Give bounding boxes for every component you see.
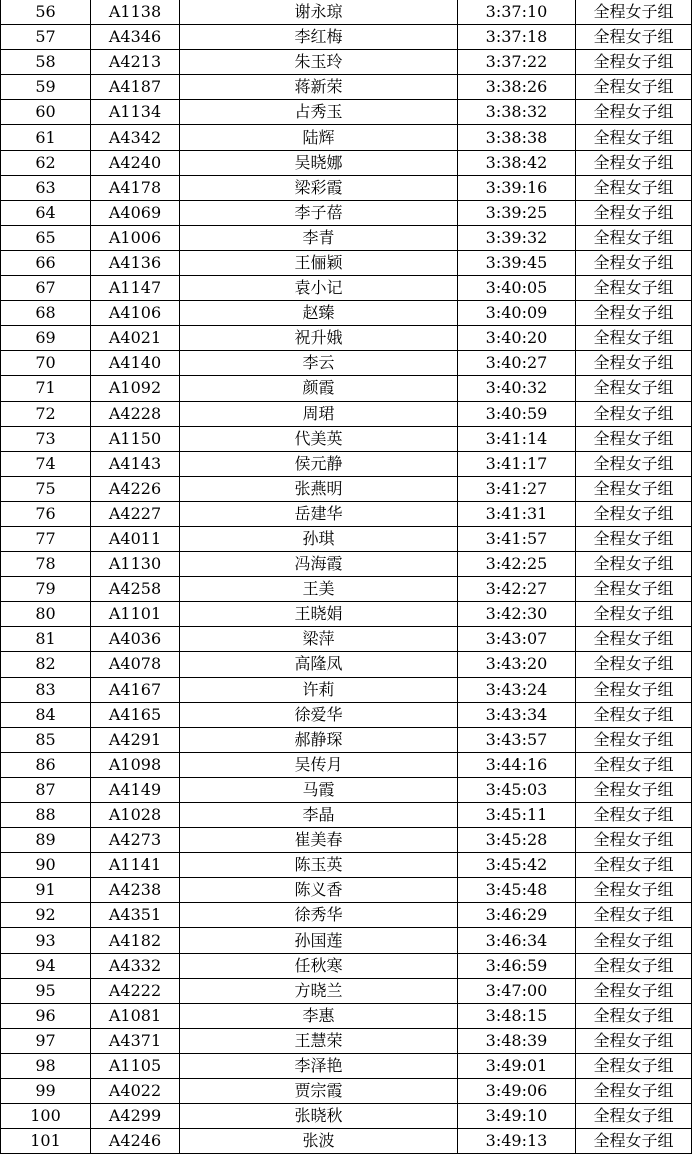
bib-number-cell: A1092 <box>91 376 180 401</box>
table-row <box>1 426 692 451</box>
bib-number-cell: A4022 <box>91 1079 180 1104</box>
runner-name-cell: 李惠 <box>180 1003 458 1028</box>
finish-time-cell: 3:39:32 <box>458 225 576 250</box>
group-cell: 全程女子组 <box>576 602 692 627</box>
finish-time-cell: 3:37:22 <box>458 50 576 75</box>
group-cell: 全程女子组 <box>576 351 692 376</box>
runner-name-cell: 高隆凤 <box>180 652 458 677</box>
finish-time-cell: 3:45:48 <box>458 878 576 903</box>
bib-number-cell: A4069 <box>91 200 180 225</box>
group-cell: 全程女子组 <box>576 301 692 326</box>
runner-name-cell: 占秀玉 <box>180 100 458 125</box>
group-cell: 全程女子组 <box>576 803 692 828</box>
finish-time-cell: 3:38:42 <box>458 150 576 175</box>
runner-name-cell: 王俪颖 <box>180 250 458 275</box>
finish-time-cell: 3:40:27 <box>458 351 576 376</box>
rank-cell: 68 <box>1 301 91 326</box>
table-row <box>1 878 692 903</box>
table-row <box>1 577 692 602</box>
runner-name-cell: 李泽艳 <box>180 1053 458 1078</box>
rank-cell: 96 <box>1 1003 91 1028</box>
group-cell: 全程女子组 <box>576 928 692 953</box>
group-cell: 全程女子组 <box>576 1129 692 1154</box>
runner-name-cell: 崔美春 <box>180 828 458 853</box>
table-row <box>1 476 692 501</box>
table-row <box>1 602 692 627</box>
runner-name-cell: 朱玉玲 <box>180 50 458 75</box>
finish-time-cell: 3:48:39 <box>458 1028 576 1053</box>
group-cell: 全程女子组 <box>576 1003 692 1028</box>
runner-name-cell: 梁萍 <box>180 627 458 652</box>
group-cell: 全程女子组 <box>576 50 692 75</box>
finish-time-cell: 3:37:18 <box>458 25 576 50</box>
runner-name-cell: 李红梅 <box>180 25 458 50</box>
finish-time-cell: 3:46:29 <box>458 903 576 928</box>
group-cell: 全程女子组 <box>576 627 692 652</box>
table-row <box>1 250 692 275</box>
rank-cell: 79 <box>1 577 91 602</box>
bib-number-cell: A4143 <box>91 451 180 476</box>
finish-time-cell: 3:40:32 <box>458 376 576 401</box>
finish-time-cell: 3:41:14 <box>458 426 576 451</box>
group-cell: 全程女子组 <box>576 1028 692 1053</box>
runner-name-cell: 祝升娥 <box>180 326 458 351</box>
table-row <box>1 727 692 752</box>
bib-number-cell: A4011 <box>91 526 180 551</box>
table-row <box>1 175 692 200</box>
table-row <box>1 552 692 577</box>
finish-time-cell: 3:44:16 <box>458 752 576 777</box>
bib-number-cell: A4238 <box>91 878 180 903</box>
bib-number-cell: A4182 <box>91 928 180 953</box>
runner-name-cell: 马霞 <box>180 777 458 802</box>
runner-name-cell: 郝静琛 <box>180 727 458 752</box>
finish-time-cell: 3:40:20 <box>458 326 576 351</box>
table-row <box>1 1003 692 1028</box>
rank-cell: 63 <box>1 175 91 200</box>
group-cell: 全程女子组 <box>576 1079 692 1104</box>
table-row <box>1 451 692 476</box>
finish-time-cell: 3:45:11 <box>458 803 576 828</box>
bib-number-cell: A4299 <box>91 1104 180 1129</box>
table-row <box>1 777 692 802</box>
bib-number-cell: A4258 <box>91 577 180 602</box>
bib-number-cell: A4332 <box>91 953 180 978</box>
bib-number-cell: A4226 <box>91 476 180 501</box>
finish-time-cell: 3:45:28 <box>458 828 576 853</box>
bib-number-cell: A1081 <box>91 1003 180 1028</box>
bib-number-cell: A4291 <box>91 727 180 752</box>
bib-number-cell: A4371 <box>91 1028 180 1053</box>
table-row <box>1 50 692 75</box>
runner-name-cell: 蒋新荣 <box>180 75 458 100</box>
group-cell: 全程女子组 <box>576 552 692 577</box>
runner-name-cell: 周珺 <box>180 401 458 426</box>
rank-cell: 88 <box>1 803 91 828</box>
group-cell: 全程女子组 <box>576 526 692 551</box>
group-cell: 全程女子组 <box>576 702 692 727</box>
group-cell: 全程女子组 <box>576 75 692 100</box>
finish-time-cell: 3:37:10 <box>458 0 576 25</box>
rank-cell: 73 <box>1 426 91 451</box>
rank-cell: 89 <box>1 828 91 853</box>
finish-time-cell: 3:46:59 <box>458 953 576 978</box>
rank-cell: 67 <box>1 276 91 301</box>
table-row <box>1 928 692 953</box>
runner-name-cell: 陈义香 <box>180 878 458 903</box>
bib-number-cell: A4136 <box>91 250 180 275</box>
runner-name-cell: 王美 <box>180 577 458 602</box>
runner-name-cell: 吴传月 <box>180 752 458 777</box>
rank-cell: 95 <box>1 978 91 1003</box>
group-cell: 全程女子组 <box>576 828 692 853</box>
runner-name-cell: 孙琪 <box>180 526 458 551</box>
bib-number-cell: A1134 <box>91 100 180 125</box>
rank-cell: 76 <box>1 501 91 526</box>
rank-cell: 84 <box>1 702 91 727</box>
group-cell: 全程女子组 <box>576 752 692 777</box>
finish-time-cell: 3:49:01 <box>458 1053 576 1078</box>
group-cell: 全程女子组 <box>576 100 692 125</box>
rank-cell: 83 <box>1 677 91 702</box>
group-cell: 全程女子组 <box>576 903 692 928</box>
bib-number-cell: A4140 <box>91 351 180 376</box>
finish-time-cell: 3:38:26 <box>458 75 576 100</box>
finish-time-cell: 3:43:57 <box>458 727 576 752</box>
bib-number-cell: A1098 <box>91 752 180 777</box>
bib-number-cell: A1130 <box>91 552 180 577</box>
table-row <box>1 702 692 727</box>
table-row <box>1 326 692 351</box>
group-cell: 全程女子组 <box>576 326 692 351</box>
runner-name-cell: 吴晓娜 <box>180 150 458 175</box>
rank-cell: 75 <box>1 476 91 501</box>
finish-time-cell: 3:46:34 <box>458 928 576 953</box>
group-cell: 全程女子组 <box>576 376 692 401</box>
rank-cell: 92 <box>1 903 91 928</box>
table-row <box>1 652 692 677</box>
runner-name-cell: 王晓娟 <box>180 602 458 627</box>
bib-number-cell: A1138 <box>91 0 180 25</box>
group-cell: 全程女子组 <box>576 451 692 476</box>
finish-time-cell: 3:43:34 <box>458 702 576 727</box>
finish-time-cell: 3:49:06 <box>458 1079 576 1104</box>
rank-cell: 97 <box>1 1028 91 1053</box>
table-row <box>1 225 692 250</box>
table-row <box>1 953 692 978</box>
table-row <box>1 351 692 376</box>
runner-name-cell: 孙国莲 <box>180 928 458 953</box>
finish-time-cell: 3:43:07 <box>458 627 576 652</box>
bib-number-cell: A4187 <box>91 75 180 100</box>
bib-number-cell: A1105 <box>91 1053 180 1078</box>
table-row <box>1 1129 692 1154</box>
finish-time-cell: 3:41:27 <box>458 476 576 501</box>
finish-time-cell: 3:40:05 <box>458 276 576 301</box>
finish-time-cell: 3:47:00 <box>458 978 576 1003</box>
group-cell: 全程女子组 <box>576 677 692 702</box>
group-cell: 全程女子组 <box>576 175 692 200</box>
rank-cell: 66 <box>1 250 91 275</box>
bib-number-cell: A4342 <box>91 125 180 150</box>
group-cell: 全程女子组 <box>576 727 692 752</box>
runner-name-cell: 陆辉 <box>180 125 458 150</box>
rank-cell: 57 <box>1 25 91 50</box>
table-row <box>1 903 692 928</box>
rank-cell: 86 <box>1 752 91 777</box>
runner-name-cell: 谢永琼 <box>180 0 458 25</box>
table-row <box>1 501 692 526</box>
rank-cell: 82 <box>1 652 91 677</box>
finish-time-cell: 3:42:25 <box>458 552 576 577</box>
bib-number-cell: A4178 <box>91 175 180 200</box>
bib-number-cell: A4078 <box>91 652 180 677</box>
group-cell: 全程女子组 <box>576 501 692 526</box>
bib-number-cell: A1101 <box>91 602 180 627</box>
finish-time-cell: 3:40:59 <box>458 401 576 426</box>
runner-name-cell: 袁小记 <box>180 276 458 301</box>
finish-time-cell: 3:43:24 <box>458 677 576 702</box>
runner-name-cell: 徐爱华 <box>180 702 458 727</box>
bib-number-cell: A1028 <box>91 803 180 828</box>
bib-number-cell: A4167 <box>91 677 180 702</box>
rank-cell: 74 <box>1 451 91 476</box>
bib-number-cell: A4273 <box>91 828 180 853</box>
group-cell: 全程女子组 <box>576 1104 692 1129</box>
results-table-body <box>1 0 692 1154</box>
table-row <box>1 100 692 125</box>
runner-name-cell: 张燕明 <box>180 476 458 501</box>
group-cell: 全程女子组 <box>576 200 692 225</box>
runner-name-cell: 李青 <box>180 225 458 250</box>
table-row <box>1 526 692 551</box>
table-row <box>1 1028 692 1053</box>
table-row <box>1 627 692 652</box>
table-row <box>1 125 692 150</box>
rank-cell: 81 <box>1 627 91 652</box>
table-row <box>1 376 692 401</box>
bib-number-cell: A4149 <box>91 777 180 802</box>
group-cell: 全程女子组 <box>576 276 692 301</box>
runner-name-cell: 梁彩霞 <box>180 175 458 200</box>
table-row <box>1 752 692 777</box>
table-row <box>1 1079 692 1104</box>
group-cell: 全程女子组 <box>576 426 692 451</box>
group-cell: 全程女子组 <box>576 953 692 978</box>
rank-cell: 99 <box>1 1079 91 1104</box>
bib-number-cell: A4036 <box>91 627 180 652</box>
finish-time-cell: 3:41:57 <box>458 526 576 551</box>
rank-cell: 85 <box>1 727 91 752</box>
rank-cell: 87 <box>1 777 91 802</box>
finish-time-cell: 3:42:27 <box>458 577 576 602</box>
rank-cell: 94 <box>1 953 91 978</box>
bib-number-cell: A4021 <box>91 326 180 351</box>
table-row <box>1 75 692 100</box>
finish-time-cell: 3:39:45 <box>458 250 576 275</box>
rank-cell: 90 <box>1 853 91 878</box>
runner-name-cell: 方晓兰 <box>180 978 458 1003</box>
rank-cell: 56 <box>1 0 91 25</box>
table-row <box>1 25 692 50</box>
group-cell: 全程女子组 <box>576 125 692 150</box>
rank-cell: 101 <box>1 1129 91 1154</box>
runner-name-cell: 王慧荣 <box>180 1028 458 1053</box>
rank-cell: 61 <box>1 125 91 150</box>
runner-name-cell: 李晶 <box>180 803 458 828</box>
rank-cell: 60 <box>1 100 91 125</box>
finish-time-cell: 3:41:17 <box>458 451 576 476</box>
bib-number-cell: A4213 <box>91 50 180 75</box>
rank-cell: 69 <box>1 326 91 351</box>
table-row <box>1 1053 692 1078</box>
rank-cell: 80 <box>1 602 91 627</box>
bib-number-cell: A4165 <box>91 702 180 727</box>
runner-name-cell: 李子蓓 <box>180 200 458 225</box>
runner-name-cell: 侯元静 <box>180 451 458 476</box>
table-row <box>1 0 692 25</box>
rank-cell: 72 <box>1 401 91 426</box>
runner-name-cell: 岳建华 <box>180 501 458 526</box>
runner-name-cell: 代美英 <box>180 426 458 451</box>
group-cell: 全程女子组 <box>576 401 692 426</box>
runner-name-cell: 张波 <box>180 1129 458 1154</box>
group-cell: 全程女子组 <box>576 25 692 50</box>
group-cell: 全程女子组 <box>576 978 692 1003</box>
finish-time-cell: 3:40:09 <box>458 301 576 326</box>
finish-time-cell: 3:45:42 <box>458 853 576 878</box>
bib-number-cell: A4246 <box>91 1129 180 1154</box>
table-row <box>1 1104 692 1129</box>
runner-name-cell: 贾宗霞 <box>180 1079 458 1104</box>
runner-name-cell: 冯海霞 <box>180 552 458 577</box>
rank-cell: 64 <box>1 200 91 225</box>
rank-cell: 58 <box>1 50 91 75</box>
table-row <box>1 276 692 301</box>
group-cell: 全程女子组 <box>576 225 692 250</box>
group-cell: 全程女子组 <box>576 652 692 677</box>
group-cell: 全程女子组 <box>576 878 692 903</box>
group-cell: 全程女子组 <box>576 577 692 602</box>
rank-cell: 62 <box>1 150 91 175</box>
table-row <box>1 853 692 878</box>
table-row <box>1 803 692 828</box>
bib-number-cell: A4351 <box>91 903 180 928</box>
rank-cell: 70 <box>1 351 91 376</box>
bib-number-cell: A1147 <box>91 276 180 301</box>
group-cell: 全程女子组 <box>576 250 692 275</box>
bib-number-cell: A1006 <box>91 225 180 250</box>
group-cell: 全程女子组 <box>576 476 692 501</box>
finish-time-cell: 3:42:30 <box>458 602 576 627</box>
finish-time-cell: 3:48:15 <box>458 1003 576 1028</box>
finish-time-cell: 3:45:03 <box>458 777 576 802</box>
bib-number-cell: A4346 <box>91 25 180 50</box>
runner-name-cell: 颜霞 <box>180 376 458 401</box>
group-cell: 全程女子组 <box>576 777 692 802</box>
finish-time-cell: 3:38:38 <box>458 125 576 150</box>
bib-number-cell: A4106 <box>91 301 180 326</box>
bib-number-cell: A1141 <box>91 853 180 878</box>
rank-cell: 78 <box>1 552 91 577</box>
bib-number-cell: A4240 <box>91 150 180 175</box>
finish-time-cell: 3:38:32 <box>458 100 576 125</box>
table-row <box>1 677 692 702</box>
table-row <box>1 301 692 326</box>
finish-time-cell: 3:43:20 <box>458 652 576 677</box>
finish-time-cell: 3:39:25 <box>458 200 576 225</box>
table-row <box>1 401 692 426</box>
bib-number-cell: A4222 <box>91 978 180 1003</box>
runner-name-cell: 任秋寒 <box>180 953 458 978</box>
runner-name-cell: 李云 <box>180 351 458 376</box>
bib-number-cell: A1150 <box>91 426 180 451</box>
bib-number-cell: A4228 <box>91 401 180 426</box>
finish-time-cell: 3:49:10 <box>458 1104 576 1129</box>
runner-name-cell: 张晓秋 <box>180 1104 458 1129</box>
rank-cell: 65 <box>1 225 91 250</box>
bib-number-cell: A4227 <box>91 501 180 526</box>
table-row <box>1 978 692 1003</box>
rank-cell: 98 <box>1 1053 91 1078</box>
runner-name-cell: 陈玉英 <box>180 853 458 878</box>
runner-name-cell: 徐秀华 <box>180 903 458 928</box>
table-row <box>1 828 692 853</box>
group-cell: 全程女子组 <box>576 853 692 878</box>
runner-name-cell: 许莉 <box>180 677 458 702</box>
rank-cell: 100 <box>1 1104 91 1129</box>
group-cell: 全程女子组 <box>576 0 692 25</box>
group-cell: 全程女子组 <box>576 150 692 175</box>
rank-cell: 71 <box>1 376 91 401</box>
rank-cell: 77 <box>1 526 91 551</box>
rank-cell: 93 <box>1 928 91 953</box>
rank-cell: 59 <box>1 75 91 100</box>
table-row <box>1 150 692 175</box>
finish-time-cell: 3:49:13 <box>458 1129 576 1154</box>
runner-name-cell: 赵臻 <box>180 301 458 326</box>
rank-cell: 91 <box>1 878 91 903</box>
table-row <box>1 200 692 225</box>
finish-time-cell: 3:39:16 <box>458 175 576 200</box>
finish-time-cell: 3:41:31 <box>458 501 576 526</box>
group-cell: 全程女子组 <box>576 1053 692 1078</box>
